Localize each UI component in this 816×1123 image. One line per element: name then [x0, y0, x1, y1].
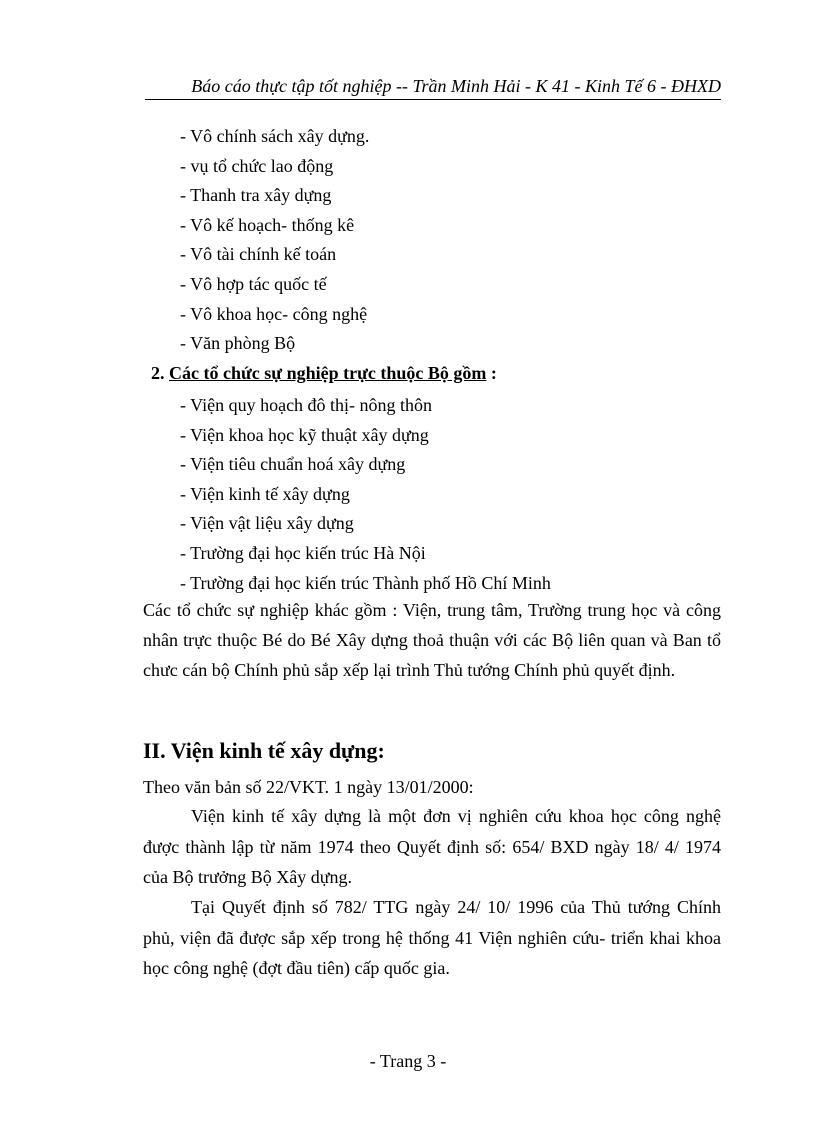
- section-2-heading: [151, 361, 497, 385]
- department-list: [180, 122, 369, 359]
- list-item: - Trường đại học kiến trúc Thành phố Hồ Chí Minh: [180, 572, 551, 593]
- page-number: - Trang 3 -: [369, 1051, 447, 1071]
- section-ii-heading: II. Viện kinh tế xây dựng:: [143, 738, 385, 763]
- list-item: - Vô tài chính kế toán: [180, 244, 337, 265]
- list-item: - vụ tổ chức lao động: [180, 155, 334, 176]
- running-header: Báo cáo thực tập tốt nghiệp -- Trần Minh Hải - K 41 - Kinh Tế 6 - ĐHXD: [145, 74, 721, 100]
- list-item: - Vô hợp tác quốc tế: [180, 273, 327, 294]
- section-2-colon: :: [490, 363, 497, 383]
- list-item: - Trường đại học kiến trúc Hà Nội: [180, 542, 426, 563]
- list-item: - Thanh tra xây dựng: [180, 185, 332, 206]
- list-item: - Viện quy hoạch đô thị- nông thôn: [180, 395, 433, 415]
- section-2-number: 2.: [151, 363, 165, 383]
- institute-list: [180, 391, 551, 598]
- list-item: - Viện kinh tế xây dựng: [180, 483, 350, 504]
- list-item: - Vô kế hoạch- thống kê: [180, 214, 355, 235]
- document-reference-paragraph: Theo văn bản số 22/VKT. 1 ngày 13/01/2000:: [143, 777, 474, 797]
- other-organizations-paragraph: Các tổ chức sự nghiệp khác gồm : Viện, trung tâm, Trường trung học và công nhân trực thuộc Bé do Bé Xây dựng thoả thuận với các Bộ liên quan và Ban tổ chưc cán bộ Chính phủ sắp xếp lại trình Thủ tướng Chính phủ quyết định.: [143, 600, 721, 680]
- list-item: - Viện vật liệu xây dựng: [180, 513, 354, 534]
- list-item: - Viện tiêu chuẩn hoá xây dựng: [180, 454, 406, 475]
- section-2-title: Các tổ chức sự nghiệp trực thuộc Bộ gồm: [169, 363, 487, 383]
- list-item: - Vô khoa học- công nghệ: [180, 303, 368, 324]
- list-item: - Vô chính sách xây dựng.: [180, 126, 370, 146]
- list-item: - Văn phòng Bộ: [180, 333, 296, 354]
- institute-reorganization-paragraph: Tại Quyết định số 782/ TTG ngày 24/ 10/ 1996 của Thủ tướng Chính phủ, viện đã được sắp xếp trong hệ thống 41 Viện nghiên cứu- triển khai khoa học công nghệ (đợt đầu tiên) cấp quốc gia.: [143, 897, 721, 978]
- list-item: - Viện khoa học kỹ thuật xây dựng: [180, 424, 429, 445]
- institute-founding-paragraph: Viện kinh tế xây dựng là một đơn vị nghiên cứu khoa học công nghệ được thành lập từ năm 1974 theo Quyết định số: 654/ BXD ngày 18/ 4/ 1974 của Bộ trưởng Bộ Xây dựng.: [143, 806, 721, 887]
